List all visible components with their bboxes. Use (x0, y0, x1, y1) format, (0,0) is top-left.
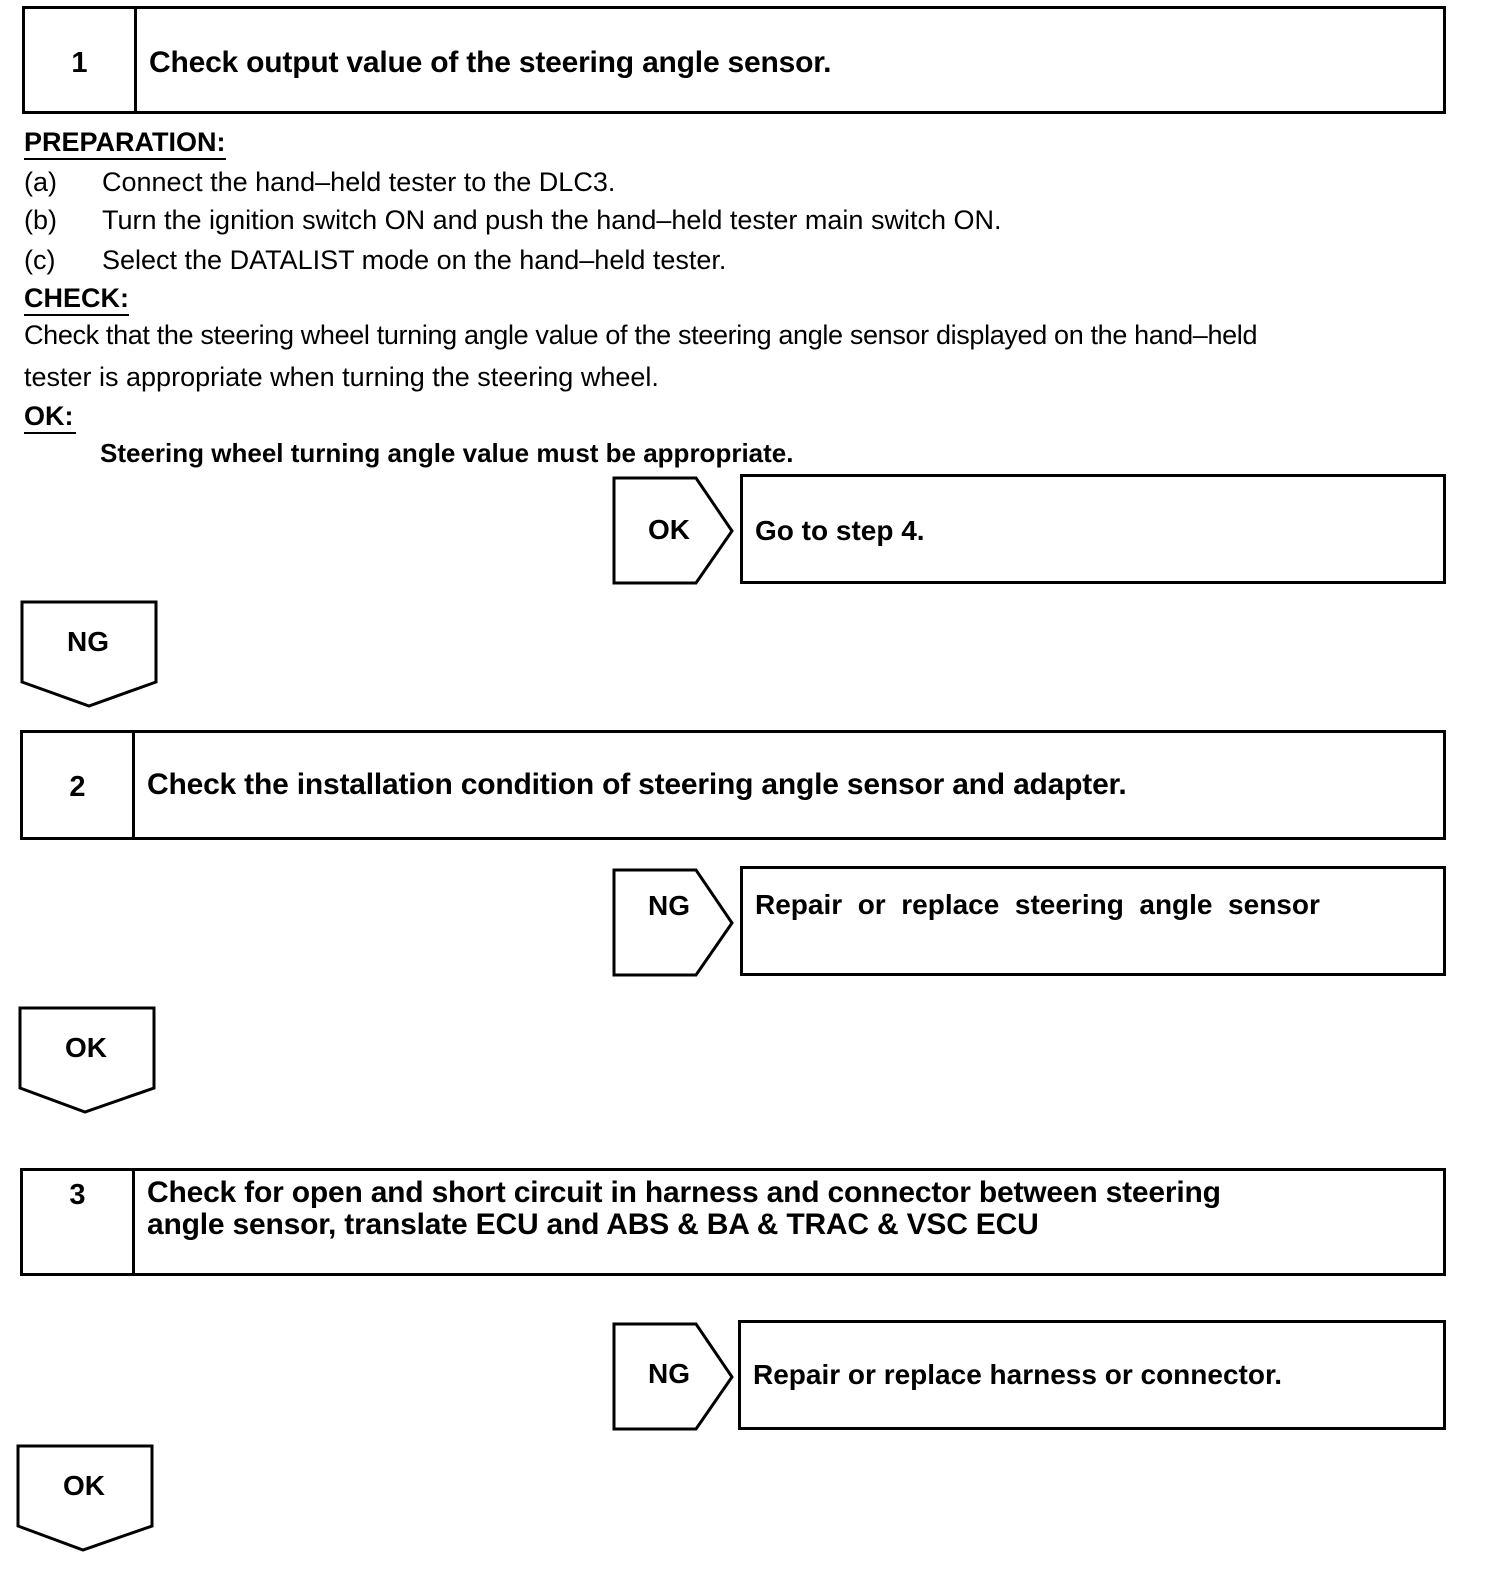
step-title-line-2: angle sensor, translate ECU and ABS & BA & TRAC & VSC ECU (147, 1208, 1039, 1241)
preparation-item-b (24, 205, 1001, 235)
check-label: CHECK: (24, 284, 129, 316)
item-marker: (c) (24, 245, 56, 275)
step-3-header (20, 1168, 1446, 1276)
branch-ok-label: OK (63, 1470, 105, 1501)
branch-ng-action-text: Repair or replace steering angle sensor (755, 889, 1320, 920)
step-title (135, 1171, 1443, 1273)
check-text-line-2: tester is appropriate when turning the steering wheel. (24, 362, 659, 392)
step-number: 3 (23, 1171, 135, 1273)
ng-right-arrow-icon (612, 868, 742, 978)
step-1-header (22, 6, 1446, 114)
preparation-label: PREPARATION: (24, 128, 226, 160)
step-title: Check output value of the steering angle sensor. (149, 46, 832, 79)
check-text-line-1: Check that the steering wheel turning angle value of the steering angle sensor displayed on the hand–held (24, 320, 1258, 350)
branch-ng-action-box (740, 866, 1446, 976)
item-marker: (a) (24, 167, 57, 197)
step-number: 1 (25, 9, 137, 111)
item-marker: (b) (24, 205, 57, 235)
item-text: Turn the ignition switch ON and push the hand–held tester main switch ON. (102, 205, 1002, 235)
branch-ng-label: NG (648, 1358, 690, 1389)
branch-ng-label: NG (67, 626, 109, 657)
ok-criteria-text: Steering wheel turning angle value must be appropriate. (100, 438, 794, 468)
item-text: Connect the hand–held tester to the DLC3. (102, 167, 616, 197)
branch-ng-label: NG (648, 890, 690, 921)
branch-ng-action-box (738, 1320, 1446, 1430)
branch-ng-action-text: Repair or replace harness or connector. (753, 1359, 1283, 1390)
step-2-header (20, 730, 1446, 840)
step-title-line-1: Check for open and short circuit in harness and connector between steering (147, 1176, 1221, 1209)
step-title: Check the installation condition of steering angle sensor and adapter. (147, 768, 1127, 801)
ok-label: OK: (24, 402, 76, 434)
step-number: 2 (23, 733, 135, 837)
preparation-item-c (24, 245, 726, 275)
branch-ok-label: OK (648, 514, 690, 545)
preparation-item-a (24, 167, 615, 197)
branch-ok-action-text: Go to step 4. (755, 515, 925, 546)
item-text: Select the DATALIST mode on the hand–held tester. (102, 245, 727, 275)
branch-ok-action-box (740, 474, 1446, 584)
branch-ok-label: OK (65, 1032, 107, 1063)
